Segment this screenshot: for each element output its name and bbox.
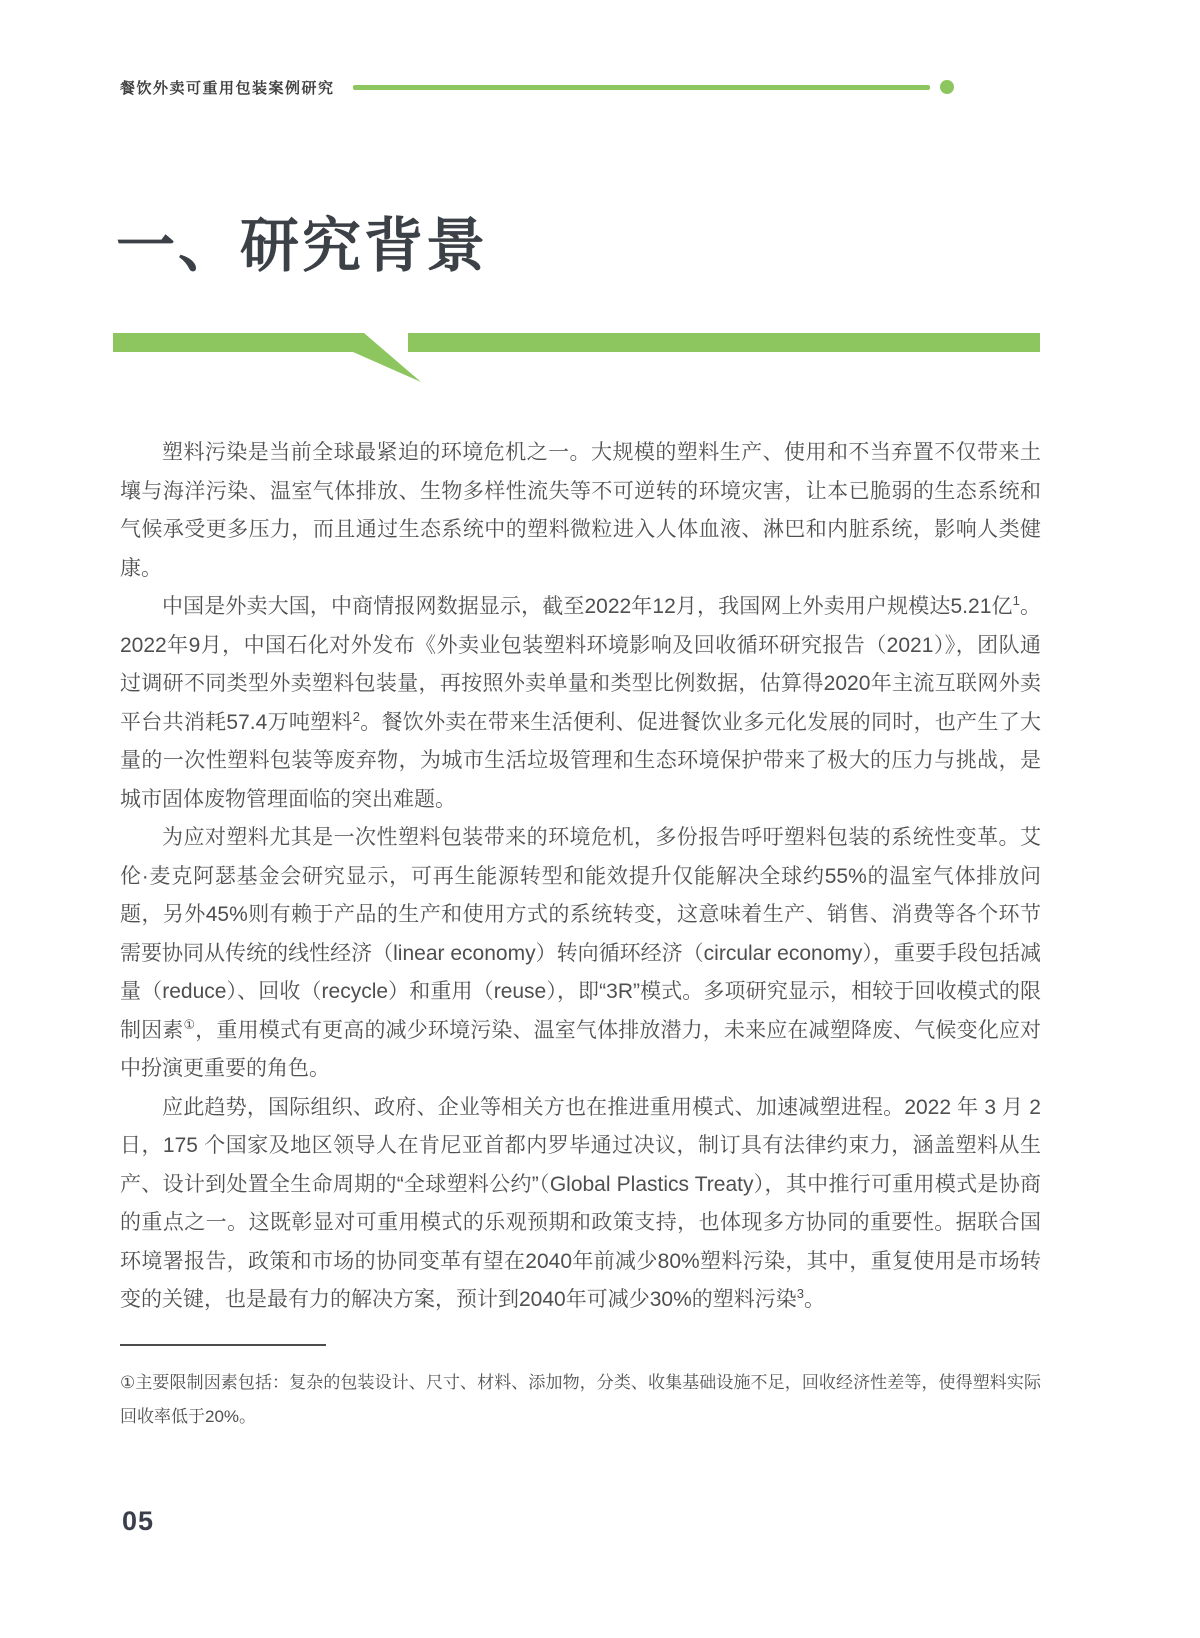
- page-header: [120, 76, 954, 98]
- footnote-ref: ①: [183, 1016, 196, 1032]
- paragraph: [120, 819, 1041, 1089]
- paragraph-text: 塑料污染是当前全球最紧迫的环境危机之一。大规模的塑料生产、使用和不当弃置不仅带来土壤与海洋污染、温室气体排放、生物多样性流失等不可逆转的环境灾害，让本已脆弱的生态系统和气候承受更多压力，而且通过生态系统中的塑料微粒进入人体血液、淋巴和内脏系统，影响人类健康。: [120, 441, 1041, 580]
- ribbon-svg: [113, 333, 1040, 385]
- paragraph-text: 为应对塑料尤其是一次性塑料包装带来的环境危机，多份报告呼吁塑料包装的系统性变革。艾伦·麦克阿瑟基金会研究显示，可再生能源转型和能效提升仅能解决全球约55%的温室气体排放问题，另外45%则有赖于产品的生产和使用方式的系统转变，这意味着生产、销售、消费等各个环节需要协同从传统的线性经济（linear economy）转向循环经济（circular economy），重要手段包括减量（reduce）、回收（recycle）和重用（reuse），即“3R”模式。多项研究显示，相较于回收模式的限制因素: [120, 826, 1041, 1042]
- footnote-ref: 1: [1012, 593, 1020, 608]
- page-number: 05: [122, 1506, 155, 1536]
- paragraph-text: 中国是外卖大国，中商情报网数据显示，截至2022年12月，我国网上外卖用户规模达5.21亿: [162, 595, 1013, 618]
- running-head: 餐饮外卖可重用包装案例研究: [120, 79, 335, 97]
- section-title: 一、研究背景: [116, 213, 489, 279]
- paragraph-text: 应此趋势，国际组织、政府、企业等相关方也在推进重用模式、加速减塑进程。2022 年 3 月 2 日，175 个国家及地区领导人在肯尼亚首都内罗毕通过决议，制订具有法律约束力，涵盖塑料从生产、设计到处置全生命周期的“全球塑料公约”（Global Plastics Treaty），其中推行可重用模式是协商的重点之一。这既彰显对可重用模式的乐观预期和政策支持，也体现多方协同的重要性。据联合国环境署报告，政策和市场的协同变革有望在2040年前减少80%塑料污染，其中，重复使用是市场转变的关键，也是最有力的解决方案，预计到2040年可减少30%的塑料污染: [120, 1095, 1041, 1311]
- paragraph: [120, 588, 1041, 819]
- paragraph-text: 。餐饮外卖在带来生活便利、促进餐饮业多元化发展的同时，也产生了大量的一次性塑料包装等废弃物，为城市生活垃圾管理和生态环境保护带来了极大的压力与挑战，是城市固体废物管理面临的突出难题。: [120, 710, 1041, 811]
- footnote-text: ①主要限制因素包括：复杂的包装设计、尺寸、材料、添加物，分类、收集基础设施不足，回收经济性差等，使得塑料实际回收率低于20%。: [120, 1373, 1041, 1426]
- paragraph: [120, 434, 1041, 588]
- paragraph-text: 。: [804, 1288, 825, 1311]
- green-ribbon-graphic: [113, 333, 1040, 385]
- paragraph-text: ，重用模式有更高的减少环境污染、温室气体排放潜力，未来应在减塑降废、气候变化应对中扮演更重要的角色。: [120, 1018, 1042, 1080]
- footnote-divider: [120, 1344, 326, 1346]
- footnote-ref: 3: [796, 1286, 804, 1301]
- header-rule-line: [353, 85, 930, 90]
- paragraph: [120, 1089, 1041, 1320]
- paragraph-text: 。2022年9月，中国石化对外发布《外卖业包装塑料环境影响及回收循环研究报告（2021）》，团队通过调研不同类型外卖塑料包装量，再按照外卖单量和类型比例数据，估算得2020年主流互联网外卖平台共消耗57.4万吨塑料: [120, 595, 1041, 734]
- footnote-ref: 2: [352, 708, 360, 724]
- header-dot-icon: [940, 80, 954, 94]
- body-paragraphs: [120, 434, 1041, 1320]
